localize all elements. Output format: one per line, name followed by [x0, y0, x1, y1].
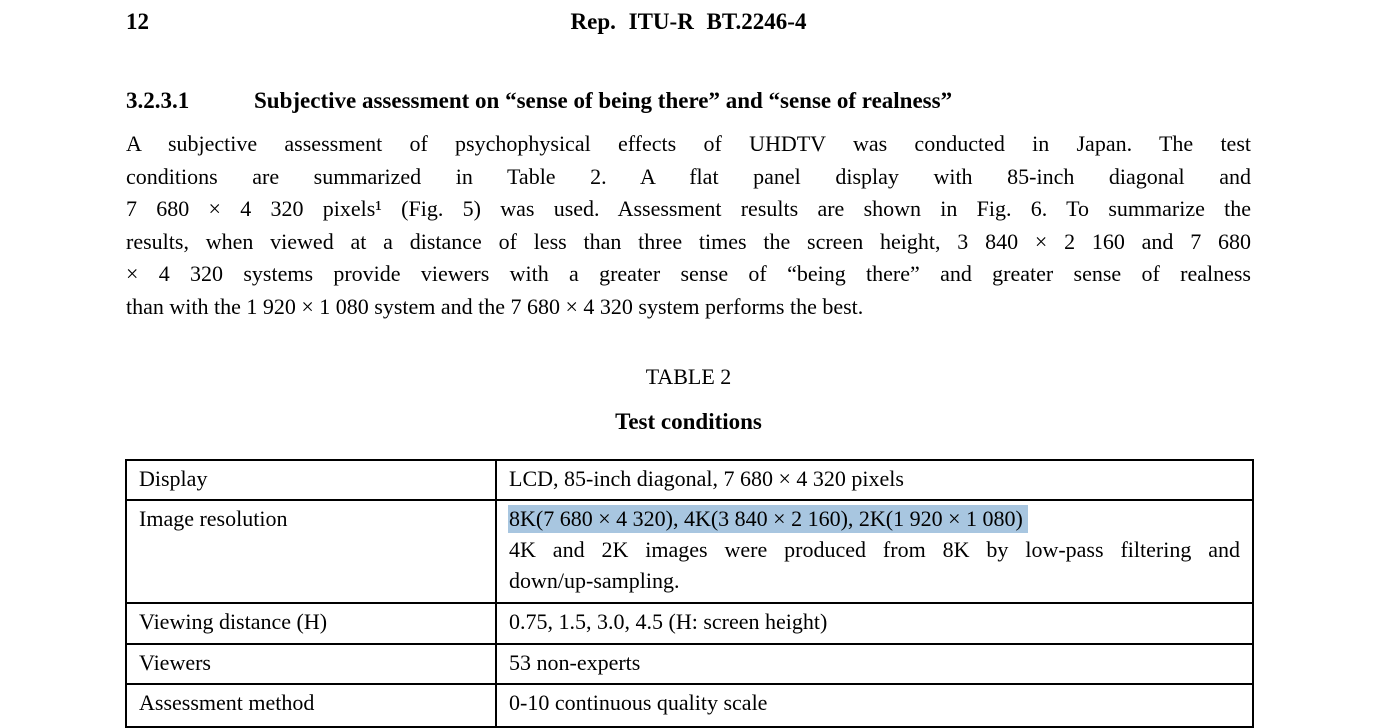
paragraph-line: 7 680 × 4 320 pixels¹ (Fig. 5) was used. Assessment results are shown in Fig. 6. To summarize the: [126, 196, 1251, 222]
table-caption: TABLE 2: [645, 364, 732, 389]
note-line: down/up-sampling.: [509, 568, 680, 593]
paragraph-line: A subjective assessment of psychophysical effects of UHDTV was conducted in Japan. The test: [126, 131, 1251, 156]
row-value-viewing-distance: 0.75, 1.5, 3.0, 4.5 (H: screen height): [496, 603, 1253, 644]
row-value-viewers: 53 non-experts: [496, 644, 1253, 684]
highlighted-line: [509, 503, 1240, 534]
row-label-display: Display: [126, 460, 496, 500]
row-label-viewing-distance: Viewing distance (H): [126, 603, 496, 644]
table-row: [126, 684, 1253, 727]
paragraph-line: × 4 320 systems provide viewers with a greater sense of “being there” and greater sense of realness: [126, 261, 1251, 287]
row-value-image-resolution: [496, 500, 1253, 603]
section-number: 3.2.3.1: [126, 88, 190, 113]
test-conditions-table: [125, 459, 1254, 728]
highlighted-text: 8K(7 680 × 4 320), 4K(3 840 × 2 160), 2K(1 920 × 1 080): [508, 505, 1028, 533]
row-value-assessment-method: 0-10 continuous quality scale: [496, 684, 1253, 727]
section-title: Subjective assessment on “sense of being there” and “sense of realness”: [254, 88, 953, 113]
section-heading: [126, 86, 1251, 116]
table-row: [126, 500, 1253, 603]
running-header-title: Rep. ITU-R BT.2246-4: [570, 9, 807, 34]
table-row: [126, 644, 1253, 684]
paragraph-line: than with the 1 920 × 1 080 system and the 7 680 × 4 320 system performs the best.: [126, 293, 864, 319]
table-row: [126, 603, 1253, 644]
row-label-image-resolution: Image resolution: [126, 500, 496, 603]
row-value-display: LCD, 85-inch diagonal, 7 680 × 4 320 pixels: [496, 460, 1253, 500]
row-label-viewers: Viewers: [126, 644, 496, 684]
table-row: [126, 460, 1253, 500]
paragraph-line: results, when viewed at a distance of less than three times the screen height, 3 840 × 2 160 and 7 680: [126, 228, 1251, 254]
row-label-assessment-method: Assessment method: [126, 684, 496, 727]
body-paragraph: [126, 128, 1251, 324]
page-number: 12: [126, 9, 149, 34]
note-line: 4K and 2K images were produced from 8K by low-pass filtering and: [509, 537, 1240, 562]
paragraph-line: conditions are summarized in Table 2. A flat panel display with 85-inch diagonal and: [126, 163, 1251, 189]
table-subtitle: Test conditions: [615, 409, 762, 434]
